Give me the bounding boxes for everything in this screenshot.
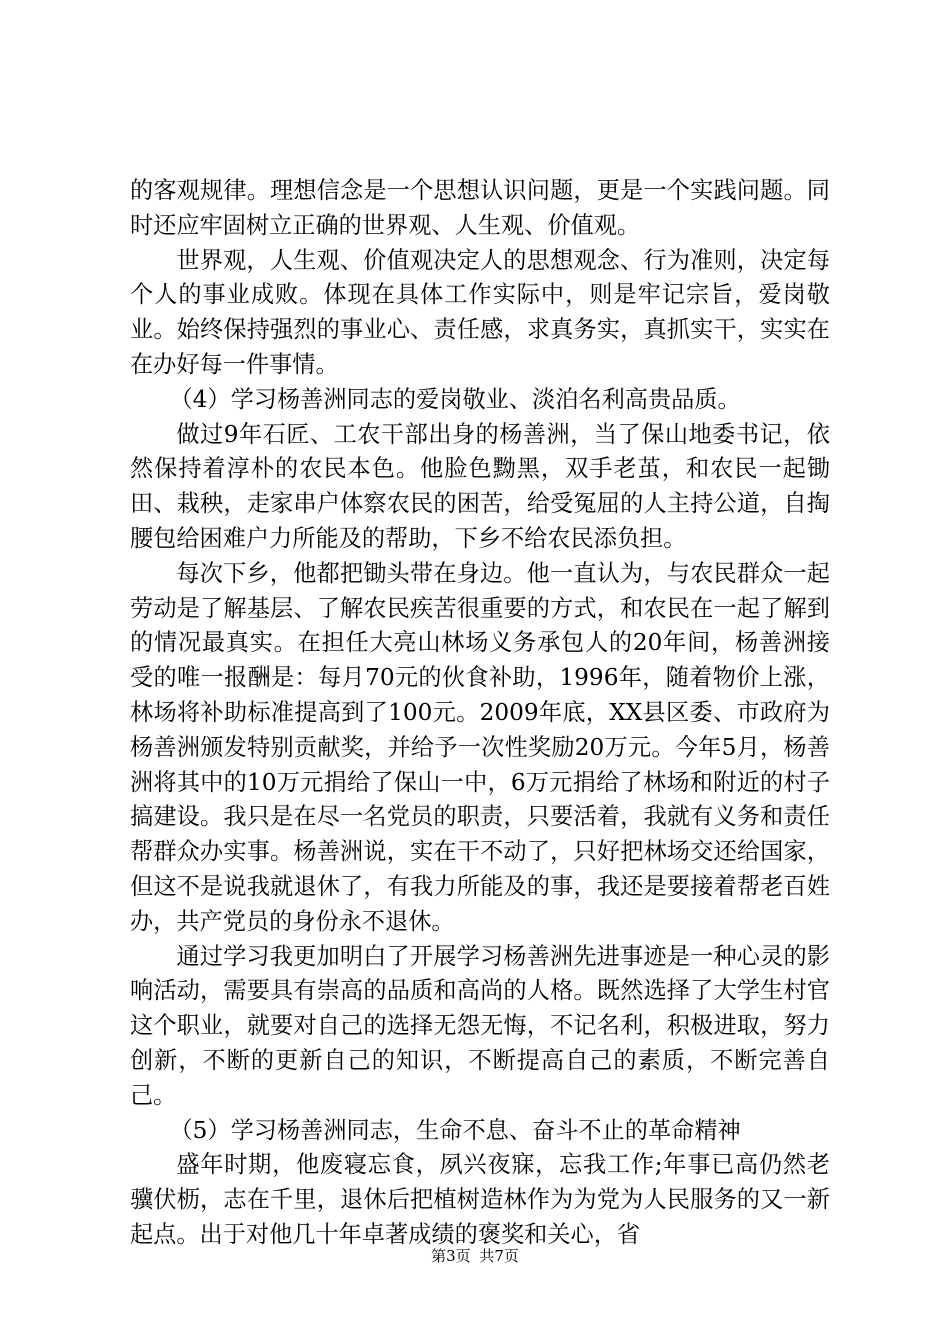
paragraph-continuation: 的客观规律。理想信念是一个思想认识问题，更是一个实践问题。同时还应牢固树立正确的世界观、人生观、价值观。 [130, 177, 830, 239]
page-footer [0, 1246, 950, 1266]
section-heading-4: （4）学习杨善洲同志的爱岗敬业、淡泊名利高贵品质。 [169, 385, 741, 413]
page-total: 共7页 [479, 1247, 519, 1265]
paragraph-stonemason: 做过9年石匠、工农干部出身的杨善洲，当了保山地委书记，依然保持着淳朴的农民本色。他脸色黝黑，双手老茧，和农民一起锄田、栽秧，走家串户体察农民的困苦，给受冤屈的人主持公道，自掏腰包给困难户力所能及的帮助，下乡不给农民添负担。 [130, 420, 830, 552]
document-body [130, 174, 830, 1253]
section-heading-5: （5）学习杨善洲同志，生命不息、奋斗不止的革命精神 [169, 1116, 741, 1144]
paragraph-prime-years: 盛年时期，他废寝忘食，夙兴夜寐，忘我工作;年事已高仍然老骥伏枥，志在千里，退休后把植树造林作为为党为人民服务的又一新起点。出于对他几十年卓著成绩的褒奖和关心，省 [130, 1151, 830, 1248]
paragraph-worldview: 世界观，人生观、价值观决定人的思想观念、行为准则，决定每个人的事业成败。体现在具体工作实际中，则是牢记宗旨，爱岗敬业。始终保持强烈的事业心、责任感，求真务实，真抓实干，实实在在办好每一件事情。 [130, 246, 830, 378]
paragraph-hoe: 每次下乡，他都把锄头带在身边。他一直认为，与农民群众一起劳动是了解基层、了解农民疾苦很重要的方式，和农民在一起了解到的情况最真实。在担任大亮山林场义务承包人的20年间，杨善洲接受的唯一报酬是：每月70元的伙食补助，1996年，随着物价上涨，林场将补助标准提高到了100元。2009年底，XX县区委、市政府为杨善洲颁发特别贡献奖，并给予一次性奖励20万元。今年5月，杨善洲将其中的10万元捐给了保山一中，6万元捐给了林场和附近的村子搞建设。我只是在尽一名党员的职责，只要活着，我就有义务和责任帮群众办实事。杨善洲说，实在干不动了，只好把林场交还给国家，但这不是说我就退休了，有我力所能及的事，我还是要接着帮老百姓办，共产党员的身份永不退休。 [130, 559, 830, 935]
paragraph-learning: 通过学习我更加明白了开展学习杨善洲先进事迹是一种心灵的影响活动，需要具有崇高的品质和高尚的人格。既然选择了大学生村官这个职业，就要对自己的选择无怨无悔，不记名利，积极进取，努力创新，不断的更新自己的知识，不断提高自己的素质，不断完善自己。 [130, 942, 830, 1109]
page-number: 第3页 [431, 1247, 471, 1265]
